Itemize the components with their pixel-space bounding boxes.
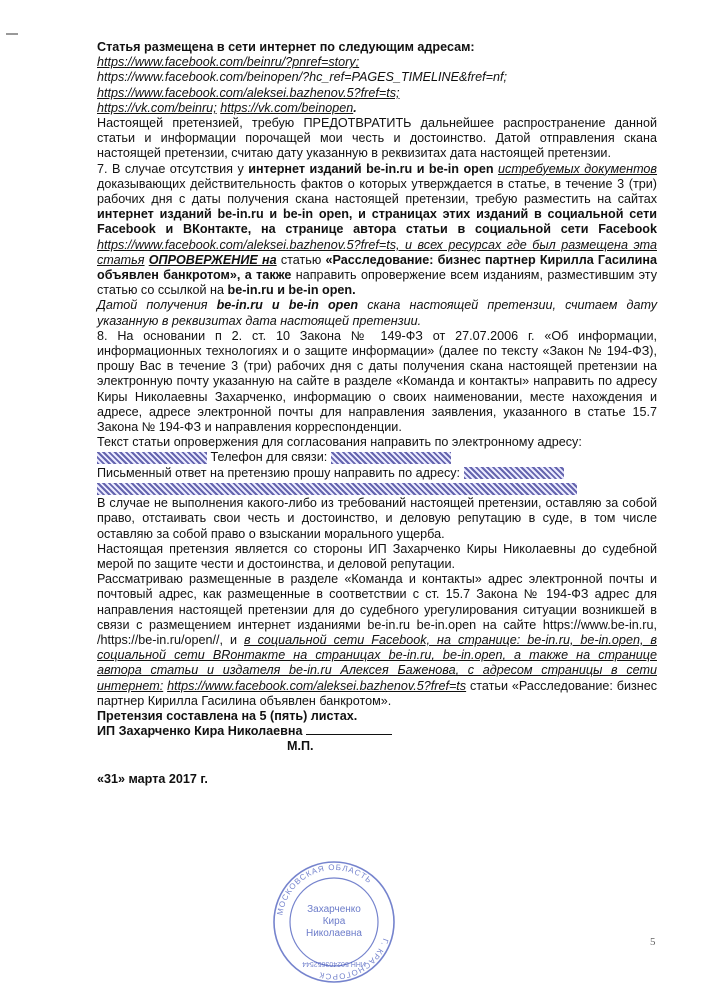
- vk-link-2[interactable]: https://vk.com/beinopen: [220, 100, 354, 115]
- contact-postal-line: Письменный ответ на претензию прошу направить по адресу:: [97, 466, 657, 481]
- contact-phone-line: Телефон для связи:: [97, 450, 657, 465]
- demand-paragraph: Настоящей претензией, требую ПРЕДОТВРАТИТЬ дальнейшее распространение данной статьи и информации порочащей мои честь и достоинство. Датой отправления скана настоящей претензии, считаю дату указанную в реквизитах дата настоящей претензии.: [97, 116, 657, 161]
- pretrial-paragraph: Настоящая претензия является со стороны ИП Захарченко Киры Николаевны до судебной мерой по защите чести и достоинства, и деловой репутации.: [97, 541, 657, 571]
- address-link-2[interactable]: https://www.facebook.com/beinopen/?hc_ref=PAGES_TIMELINE&fref=nf;: [97, 70, 507, 85]
- seal-stamp: [270, 858, 398, 986]
- redacted-phone: [331, 452, 451, 464]
- paragraph-7: 7. В случае отсутствия у интернет изданий be-in.ru и be-in open истребуемых документов доказывающих действительность фактов о которых утверждается в статье, в течение 3 (три) рабочих дня с даты получения скана настоящей претензии, требую разместить на сайтах интернет изданий be-in.ru и be-in open, и страницах этих изданий в социальной сети Facebook и ВКонтакте, на странице автора статьи в социальной сети Facebook https://www.facebook.com/aleksei.bazhenov.5?fref=ts, и всех ресурсах где был размещена эта статья ОПРОВЕРЖЕНИЕ на статью «Расследование: бизнес партнер Кирилла Гасилина объявлен банкротом», а также направить опровержение всем изданиям, разместившим эту статью со ссылкой на be-in.ru и be-in open.: [97, 161, 658, 298]
- page-number: 5: [650, 936, 656, 948]
- address-link-3[interactable]: https://www.facebook.com/aleksei.bazhenov.5?fref=ts;: [97, 85, 400, 100]
- paragraph-7-receipt: Датой получения be-in.ru и be-in open скана настоящей претензии, считаем дату указанную в реквизитах дата настоящей претензии.: [97, 298, 658, 328]
- vk-link-1[interactable]: https://vk.com/beinru;: [97, 100, 217, 115]
- document-page: [97, 40, 657, 787]
- stamp-inn: ИНН 502403652544: [302, 960, 366, 967]
- document-date: «31» марта 2017 г.: [97, 771, 208, 786]
- scan-corner-mark: [6, 33, 18, 35]
- vk-links: https://vk.com/beinru; https://vk.com/beinopen.: [97, 100, 357, 115]
- stamp-ring-left: МОСКОВСКАЯ ОБЛАСТЬ: [275, 862, 374, 916]
- signature-line: [306, 734, 392, 735]
- address-link-1[interactable]: https://www.facebook.com/beinru/?pnref=story;: [97, 55, 360, 70]
- contact-email-line: Текст статьи опровержения для согласования направить по электронному адресу:: [97, 435, 582, 450]
- rights-paragraph: В случае не выполнения какого-либо из требований настоящей претензии, оставляю за собой право, отстаивать свои честь и достоинство, и деловую репутацию в суде, в том числе оставляю за собой право о взыскании морального ущерба.: [97, 496, 657, 541]
- pages-count: Претензия составлена на 5 (пять) листах.: [97, 708, 358, 723]
- redacted-email: [97, 452, 207, 464]
- stamp-name-2: Кира: [322, 916, 346, 927]
- svg-text:Г. КРАСНОГОРСК: [318, 937, 390, 981]
- author-facebook-link[interactable]: https://www.facebook.com/aleksei.bazhenov.5?fref=ts, и всех ресурсах где был размещена эта статья: [97, 237, 657, 267]
- signer-line: ИП Захарченко Кира Николаевна: [97, 724, 657, 739]
- stamp-name-3: Николаевна: [306, 928, 362, 939]
- contact-postal-line-2: [97, 481, 657, 496]
- redacted-postal-address-2: [97, 483, 577, 495]
- addresses-intro: Статья размещена в сети интернет по следующим адресам:: [97, 40, 475, 54]
- stamp-ring-right: Г. КРАСНОГОРСК: [317, 937, 391, 982]
- paragraph-8: 8. На основании п 2. ст. 10 Закона № 149-ФЗ от 27.07.2006 г. «Об информации, информационных технологиях и о защите информации» (далее по тексту «Закон № 194-ФЗ), прошу Вас в течение 3 (три) рабочих дня с даты получения скана настоящей претензии на электронную почту указанную на сайте в разделе «Команда и контакты» направить по адресу Киры Николаевны Захарченко, информацию о своих наименовании, месте нахождения и адресе, адресе электронной почты для направления заявления, указанного в статье 15.7 Закона № 194-ФЗ и направления корреспонденции.: [97, 328, 657, 435]
- redacted-postal-address: [464, 467, 564, 479]
- consider-paragraph: Рассматриваю размещенные в разделе «Команда и контакты» адрес электронной почты и почтовый адрес, как размещенные в соответствии с ст. 15.7 Закона № 194-ФЗ адрес для направления настоящей претензии для до судебного урегулирования ситуации возникшей в связи с размещением интернет изданиями be-in.ru be-in.open на сайте https://www.be-in.ru, /https://be-in.ru/open//, и в социальной сети Facebook, на странице: be-in.ru, be-in.open, в социальной сети ВRонтакте на страницах be-in.ru, be-in.open, а также на странице автора статьи и издателя be-in.ru Алексея Баженова, с адресом страницы в сети интернет: https://www.facebook.com/aleksei.bazhenov.5?fref=ts статьи «Расследование: бизнес партнер Кирилла Гасилина объявлен банкротом».: [97, 572, 658, 708]
- stamp-name-1: Захарченко: [307, 904, 361, 915]
- mp-line: М.П.: [287, 739, 314, 754]
- author-page-link[interactable]: https://www.facebook.com/aleksei.bazhenov.5?fref=ts: [167, 678, 467, 693]
